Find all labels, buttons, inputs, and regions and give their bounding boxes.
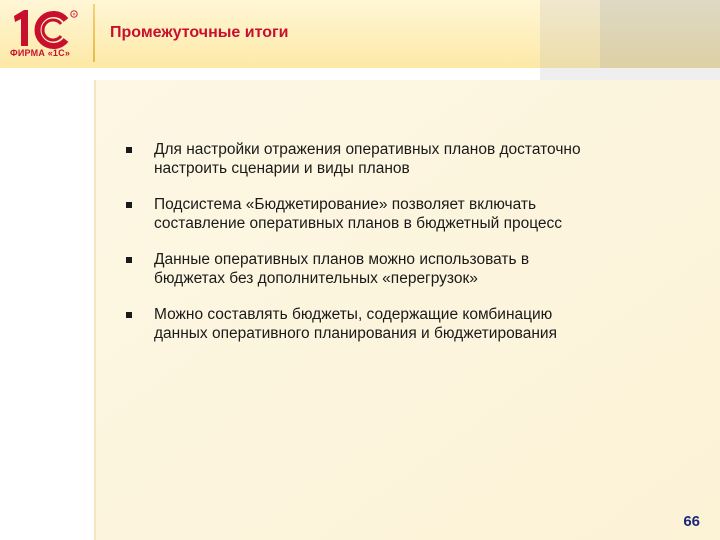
bullet-text: Подсистема «Бюджетирование» позволяет включать составление оперативных планов в бюджетный процесс [154,196,563,232]
bullet-item [122,305,592,343]
square-bullet-icon [126,202,132,208]
bullet-list [122,140,592,360]
svg-text:R: R [72,11,76,17]
decorative-square [600,0,720,68]
logo-caption: ФИРМА «1С» [10,48,71,58]
panel-edge [94,80,96,540]
square-bullet-icon [126,312,132,318]
page-number: 66 [683,513,700,530]
bullet-text: Данные оперативных планов можно использовать в бюджетах без дополнительных «перегрузок» [154,251,530,287]
slide-title: Промежуточные итоги [110,24,289,41]
bullet-item [122,195,592,233]
bullet-text: Можно составлять бюджеты, содержащие комбинацию данных оперативного планирования и бюджетирования [154,306,557,342]
square-bullet-icon [126,257,132,263]
bullet-text: Для настройки отражения оперативных планов достаточно настроить сценарии и виды планов [154,141,581,177]
bullet-item [122,140,592,178]
bullet-item [122,250,592,288]
square-bullet-icon [126,147,132,153]
header-divider [93,4,95,62]
